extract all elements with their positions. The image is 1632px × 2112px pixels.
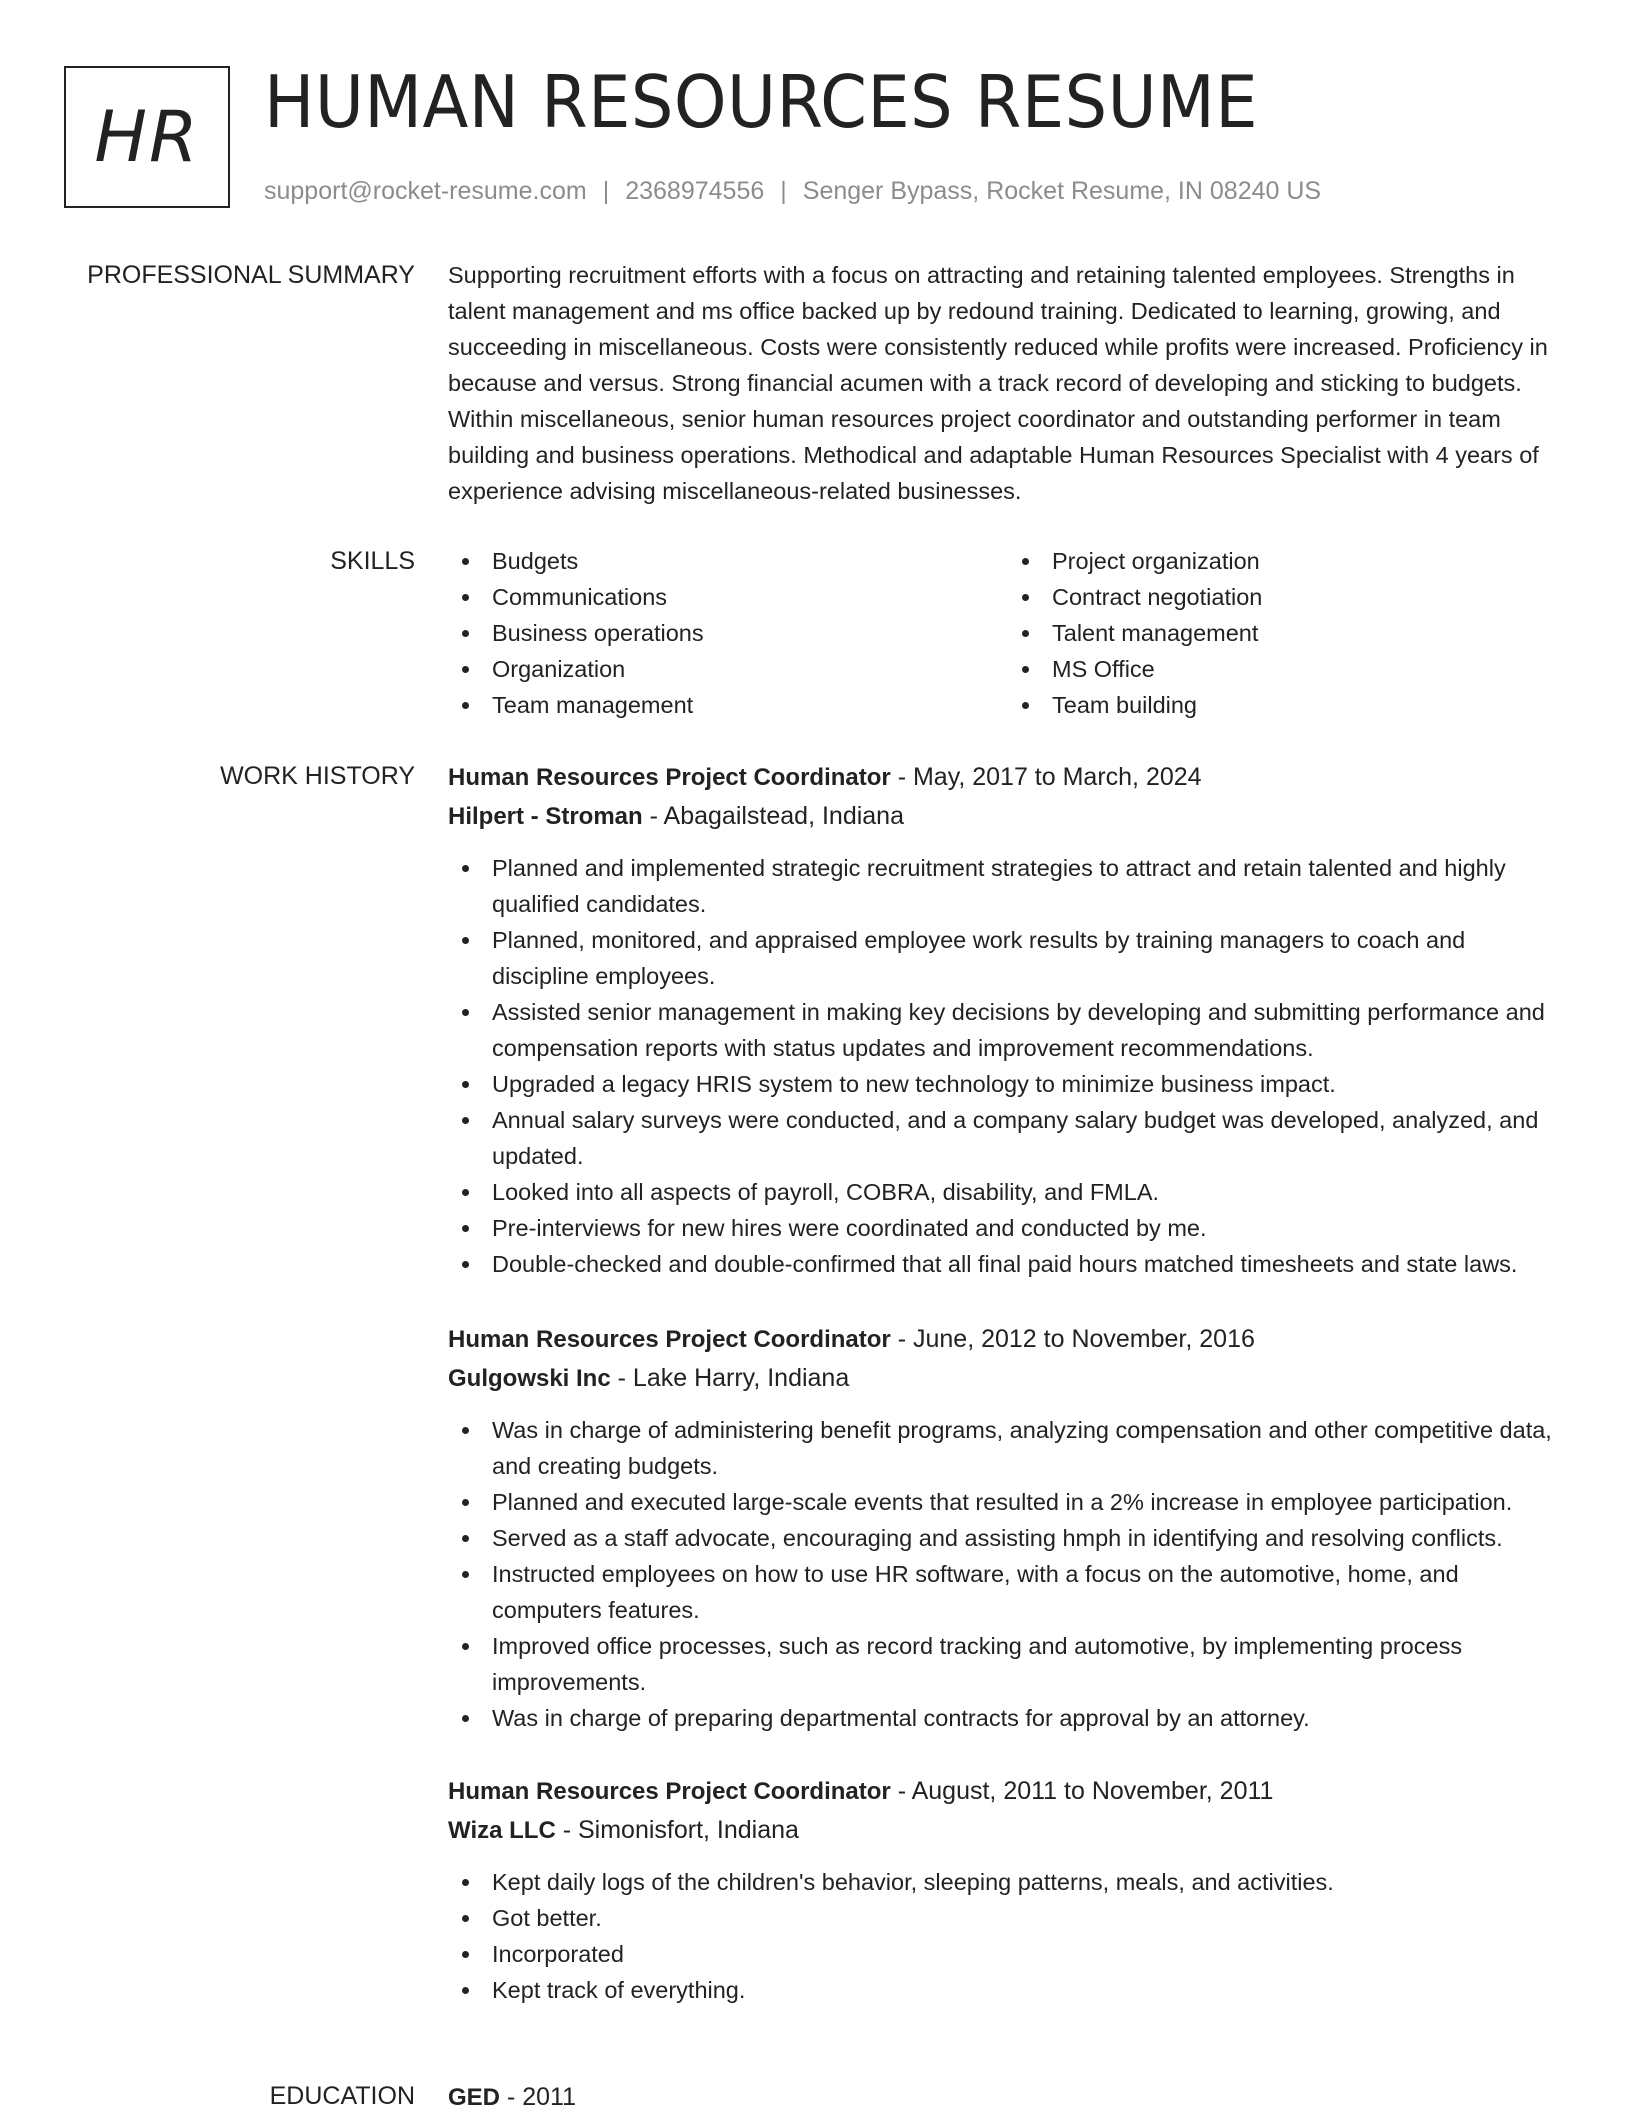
- education-heading: EDUCATION: [269, 2082, 415, 2110]
- summary-paragraph: Supporting recruitment efforts with a focus on attracting and retaining talented employees. Strengths in talent management and ms office backed up by redound training. Dedicated to learning, growing, and succeeding in miscellaneous. Costs were consistently reduced while profits were increased. Proficiency in because and versus. Strong financial acumen with a track record of developing and sticking to budgets. Within miscellaneous, senior human resources project coordinator and outstanding performer in team building and business operations. Methodical and adaptable Human Resources Specialist with 4 years of experience advising miscellaneous-related businesses.: [448, 262, 1548, 504]
- monogram-box: [64, 66, 230, 208]
- skill-item: Contract negotiation: [1052, 579, 1568, 615]
- job-title: Human Resources Project Coordinator: [448, 1778, 891, 1805]
- job-duty-item: Upgraded a legacy HRIS system to new technology to minimize business impact.: [448, 1066, 1568, 1102]
- job-duty-item: Kept track of everything.: [448, 1972, 1568, 2008]
- contact-separator: |: [602, 177, 610, 205]
- job-duty-item: Improved office processes, such as record tracking and automotive, by implementing process improvements.: [448, 1628, 1568, 1700]
- job-entry: [448, 1772, 1568, 2008]
- job-title-line: [448, 1772, 1568, 1811]
- job-company: Gulgowski Inc: [448, 1365, 611, 1392]
- job-entry: [448, 1320, 1568, 1736]
- job-duty-item: Was in charge of administering benefit programs, analyzing compensation and other competitive data, and creating budgets.: [448, 1412, 1568, 1484]
- job-duty-item: Incorporated: [448, 1936, 1568, 1972]
- resume-title: HUMAN RESOURCES RESUME: [264, 60, 1259, 144]
- skill-item: Budgets: [492, 543, 1008, 579]
- contact-line: [264, 174, 1321, 208]
- contact-separator: |: [780, 177, 787, 205]
- job-title-line: [448, 1320, 1568, 1359]
- skill-item: Project organization: [1052, 543, 1568, 579]
- job-title: Human Resources Project Coordinator: [448, 1326, 891, 1353]
- job-duty-item: Double-checked and double-confirmed that all final paid hours matched timesheets and state laws.: [448, 1246, 1568, 1282]
- skill-item: Organization: [492, 651, 1008, 687]
- skills-heading: SKILLS: [330, 547, 415, 575]
- job-dates: - August, 2011 to November, 2011: [890, 1777, 1274, 1805]
- job-duty-item: Kept daily logs of the children's behavior, sleeping patterns, meals, and activities.: [448, 1864, 1568, 1900]
- job-duties-list: [448, 1864, 1568, 2008]
- job-dates: - June, 2012 to November, 2016: [890, 1325, 1255, 1353]
- job-title-line: [448, 758, 1568, 797]
- job-company-line: [448, 797, 1568, 836]
- job-dates: - May, 2017 to March, 2024: [890, 763, 1202, 791]
- skill-item: Talent management: [1052, 615, 1568, 651]
- contact-email: support@rocket-resume.com: [264, 177, 587, 205]
- job-duty-item: Served as a staff advocate, encouraging and assisting hmph in identifying and resolving conflicts.: [448, 1520, 1568, 1556]
- work-history-body: [448, 758, 1568, 2008]
- skill-item: Team building: [1052, 687, 1568, 723]
- work-history-heading: WORK HISTORY: [220, 762, 415, 790]
- summary-heading: PROFESSIONAL SUMMARY: [87, 261, 415, 289]
- skill-item: MS Office: [1052, 651, 1568, 687]
- skills-right-column: [1008, 543, 1568, 723]
- job-duty-item: Planned, monitored, and appraised employee work results by training managers to coach and discipline employees.: [448, 922, 1568, 994]
- job-location: - Simonisfort, Indiana: [555, 1816, 799, 1844]
- education-body: [448, 2078, 1568, 2112]
- education-degree: GED: [448, 2084, 501, 2111]
- job-location: - Abagailstead, Indiana: [642, 802, 904, 830]
- job-duty-item: Assisted senior management in making key decisions by developing and submitting performance and compensation reports with status updates and improvement recommendations.: [448, 994, 1568, 1066]
- job-duty-item: Planned and implemented strategic recruitment strategies to attract and retain talented and highly qualified candidates.: [448, 850, 1568, 922]
- job-duty-item: Pre-interviews for new hires were coordinated and conducted by me.: [448, 1210, 1568, 1246]
- job-location: - Lake Harry, Indiana: [610, 1364, 850, 1392]
- skills-columns: [448, 543, 1568, 723]
- skills-body: [448, 543, 1568, 723]
- education-entry: [448, 2078, 1568, 2112]
- job-company-line: [448, 1359, 1568, 1398]
- job-duty-item: Annual salary surveys were conducted, and a company salary budget was developed, analyzed, and updated.: [448, 1102, 1568, 1174]
- job-company: Wiza LLC: [448, 1817, 556, 1844]
- contact-phone: 2368974556: [625, 177, 765, 205]
- job-duties-list: [448, 1412, 1568, 1736]
- job-entry: [448, 758, 1568, 1282]
- skill-item: Team management: [492, 687, 1008, 723]
- job-duty-item: Got better.: [448, 1900, 1568, 1936]
- job-title: Human Resources Project Coordinator: [448, 764, 891, 791]
- contact-address: Senger Bypass, Rocket Resume, IN 08240 US: [802, 177, 1322, 205]
- job-company: Hilpert - Stroman: [448, 803, 643, 830]
- skill-item: Communications: [492, 579, 1008, 615]
- job-duty-item: Instructed employees on how to use HR software, with a focus on the automotive, home, and computers features.: [448, 1556, 1568, 1628]
- monogram-initials: HR: [94, 96, 200, 178]
- summary-body: [448, 257, 1568, 509]
- job-duties-list: [448, 850, 1568, 1282]
- job-duty-item: Was in charge of preparing departmental contracts for approval by an attorney.: [448, 1700, 1568, 1736]
- education-year: - 2011: [500, 2083, 576, 2111]
- job-company-line: [448, 1811, 1568, 1850]
- skills-left-column: [448, 543, 1008, 723]
- skill-item: Business operations: [492, 615, 1008, 651]
- job-duty-item: Planned and executed large-scale events that resulted in a 2% increase in employee participation.: [448, 1484, 1568, 1520]
- job-duty-item: Looked into all aspects of payroll, COBRA, disability, and FMLA.: [448, 1174, 1568, 1210]
